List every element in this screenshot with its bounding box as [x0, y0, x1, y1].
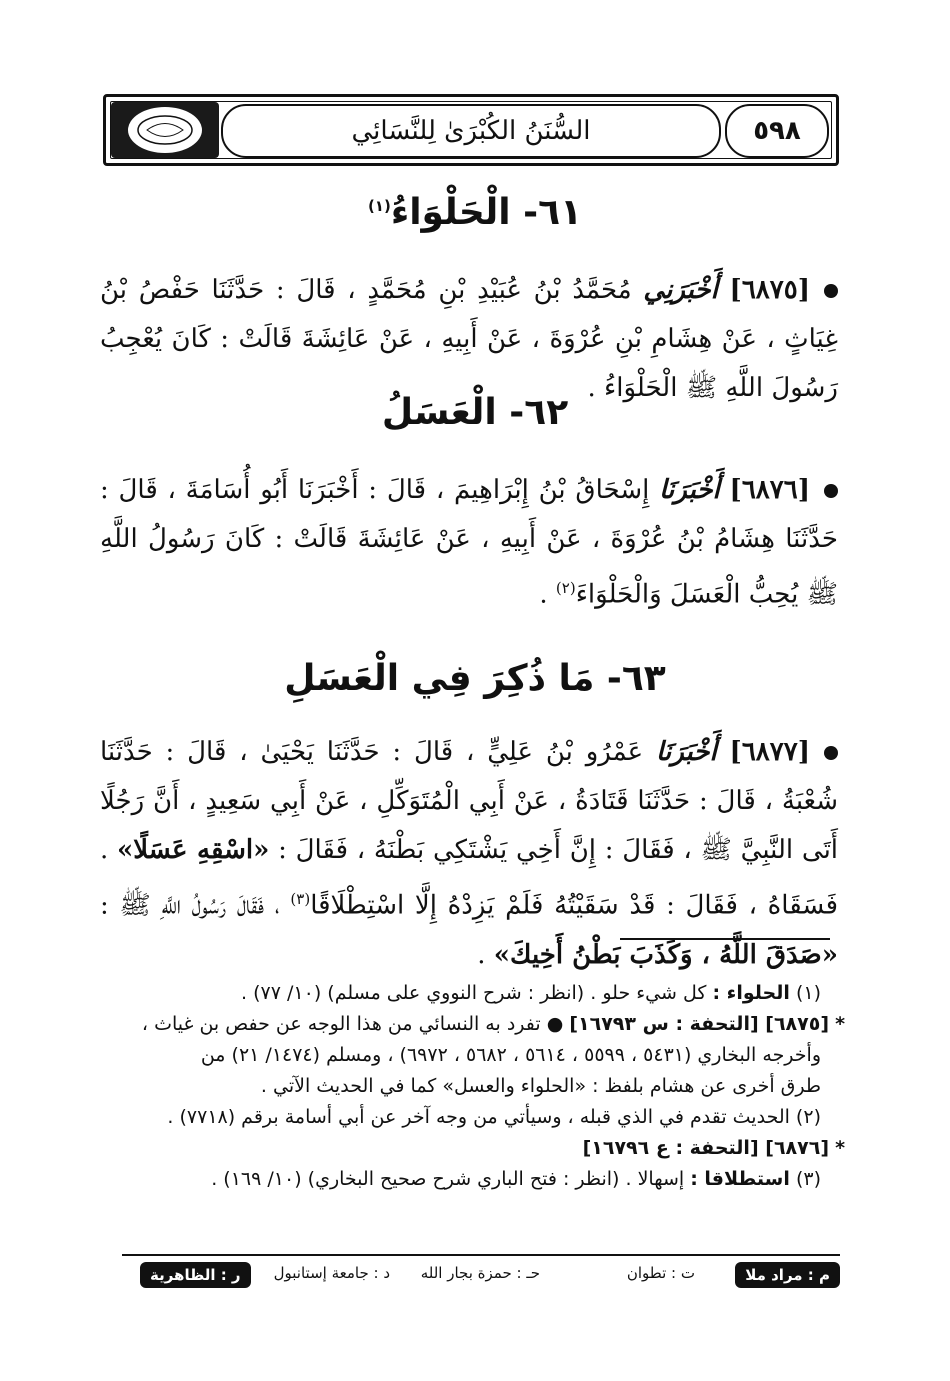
hadith-6876 [100, 466, 838, 620]
hadith-end: . [539, 579, 556, 610]
hadith-6875 [100, 266, 838, 413]
tahqiq-note-6875 [100, 1009, 845, 1040]
prophet-quote-2: «صَدَقَ اللَّهُ ، وَكَذَبَ بَطْنُ أَخِيكَ» [493, 939, 838, 970]
heading-text: ٦٢- الْعَسَلُ [381, 392, 569, 433]
footnote-ref: (١) [367, 197, 391, 215]
siglum-r: ر : الظاهرية [140, 1262, 251, 1288]
footnote-3 [100, 1164, 845, 1195]
heading-text: ٦١- الْحَلْوَاءُ [390, 192, 583, 233]
footnote-term: استطلاقا : [690, 1168, 790, 1190]
siglum-h: حـ : حمزة بجار الله [420, 1264, 540, 1282]
book-emblem-icon [128, 107, 202, 153]
footer-divider [122, 1254, 840, 1256]
note-text: ● تفرد به النسائي من هذا الوجه عن حفص بن غياث ، [141, 1013, 564, 1035]
hadith-text: مُحَمَّدُ بْنُ عُبَيْدِ بْنِ مُحَمَّدٍ ، قَالَ : حَدَّثَنَا حَفْصُ بْنُ غِيَاثٍ ، عَنْ هِشَامِ بْنِ عُرْوَةَ ، عَنْ أَبِيهِ ، عَنْ عَائِشَةَ قَالَتْ : كَانَ يُعْجِبُ رَسُولَ اللَّهِ ﷺ الْحَلْوَاءُ . [100, 275, 838, 403]
hadith-opening: أَخْبَرَنِي [643, 275, 718, 305]
bullet-icon [824, 284, 838, 298]
page-header [103, 94, 839, 166]
hadith-number: [٦٨٧٦] [729, 475, 810, 505]
header-ornament-left [111, 102, 219, 158]
footnote-text: كل شيء حلو . (انظر : شرح النووي على مسلم) (١٠/ ٧٧) . [241, 982, 707, 1004]
footnote-divider [620, 938, 830, 940]
footnote-text: إسهالا . (انظر : فتح الباري شرح صحيح البخاري) (١٠/ ١٦٩) . [211, 1168, 685, 1190]
siglum-m: م : مراد ملا [735, 1262, 840, 1288]
chapter-heading-61 [110, 192, 840, 233]
tuhfa-reference: [٦٨٧٥] [التحفة : س ١٦٧٩٣] [569, 1013, 830, 1035]
siglum-d: د : جامعة إستانبول [273, 1264, 390, 1282]
hadith-text: إِسْحَاقُ بْنُ إِبْرَاهِيمَ ، قَالَ : أَخْبَرَنَا أَبُو أُسَامَةَ ، قَالَ : حَدَّثَنَا هِشَامُ بْنُ عُرْوَةَ ، عَنْ أَبِيهِ ، عَنْ عَائِشَةَ قَالَتْ : كَانَ رَسُولُ اللَّهِ ﷺ يُحِبُّ الْعَسَلَ وَالْحَلْوَاءَ [100, 475, 838, 610]
star-icon: * [835, 1137, 845, 1159]
footnotes [100, 978, 845, 1195]
footnote-2: (٢) الحديث تقدم في الذي قبله ، وسيأتي من وجه آخر عن أبي أسامة برقم (٧٧١٨) . [167, 1106, 821, 1128]
hadith-text-1: عَمْرُو بْنُ عَلِيٍّ ، قَالَ : حَدَّثَنَا يَحْيَىٰ ، قَالَ : حَدَّثَنَا شُعْبَةُ ، قَالَ : حَدَّثَنَا قَتَادَةُ ، عَنْ أَبِي الْمُتَوَكِّلِ ، عَنْ أَبِي سَعِيدٍ ، أَنَّ رَجُلًا أَتَى النَّبِيَّ ﷺ ، فَقَالَ : إِنَّ أَخِي يَشْتَكِي بَطْنَهُ ، فَقَالَ : [100, 737, 839, 865]
prophet-quote-1: «اسْقِهِ عَسَلًا» [117, 835, 270, 865]
siglum-t: ت : تطوان [626, 1264, 695, 1282]
tuhfa-reference: [٦٨٧٦] [التحفة : ع ١٦٧٩٦] [582, 1137, 830, 1159]
hadith-6877 [100, 728, 838, 980]
page-number: ٥٩٨ [725, 104, 829, 158]
note-text-line: وأخرجه البخاري (٥٤٣١ ، ٥٥٩٩ ، ٥٦١٤ ، ٥٦٨٢ ، ٦٩٧٢) ، ومسلم (١٤٧٤/ ٢١) من [200, 1044, 821, 1066]
hadith-opening: أَخْبَرَنَا [659, 475, 720, 505]
manuscript-sigla [122, 1262, 840, 1292]
hadith-text-3: ، فَقَالَ رَسُولُ اللَّهِ ﷺ : [100, 890, 280, 921]
bullet-icon [824, 746, 838, 760]
star-icon: * [835, 1013, 845, 1035]
footnote-ref: (٢) [555, 579, 576, 597]
footnote-ref: (٣) [290, 890, 311, 908]
chapter-heading-63 [110, 658, 840, 699]
heading-text: ٦٣- مَا ذُكِرَ فِي الْعَسَلِ [284, 658, 666, 699]
hadith-number: [٦٨٧٧] [729, 737, 811, 767]
footnote-label: (١) [795, 982, 821, 1004]
tahqiq-note-6876 [100, 1133, 845, 1164]
hadith-number: [٦٨٧٥] [729, 275, 810, 305]
hadith-end: . [477, 939, 494, 970]
chapter-heading-62 [110, 392, 840, 433]
footnote-1 [100, 978, 845, 1009]
note-text-line: طرق أخرى عن هشام بلفظ : «الحلواء والعسل» كما في الحديث الآتي . [260, 1075, 821, 1097]
footnote-label: (٣) [795, 1168, 821, 1190]
hadith-text-2: . فَسَقَاهُ ، فَقَالَ : قَدْ سَقَيْتُهُ فَلَمْ يَزِدْهُ إِلَّا اسْتِطْلَاقًا [100, 835, 839, 921]
bullet-icon [824, 484, 838, 498]
footnote-term: الحلواء : [712, 982, 790, 1004]
book-title-pill [221, 104, 721, 158]
hadith-opening: أَخْبَرَنَا [656, 737, 717, 767]
book-title: السُّنَنُ الكُبْرَىٰ لِلنَّسَائِي [351, 116, 591, 146]
